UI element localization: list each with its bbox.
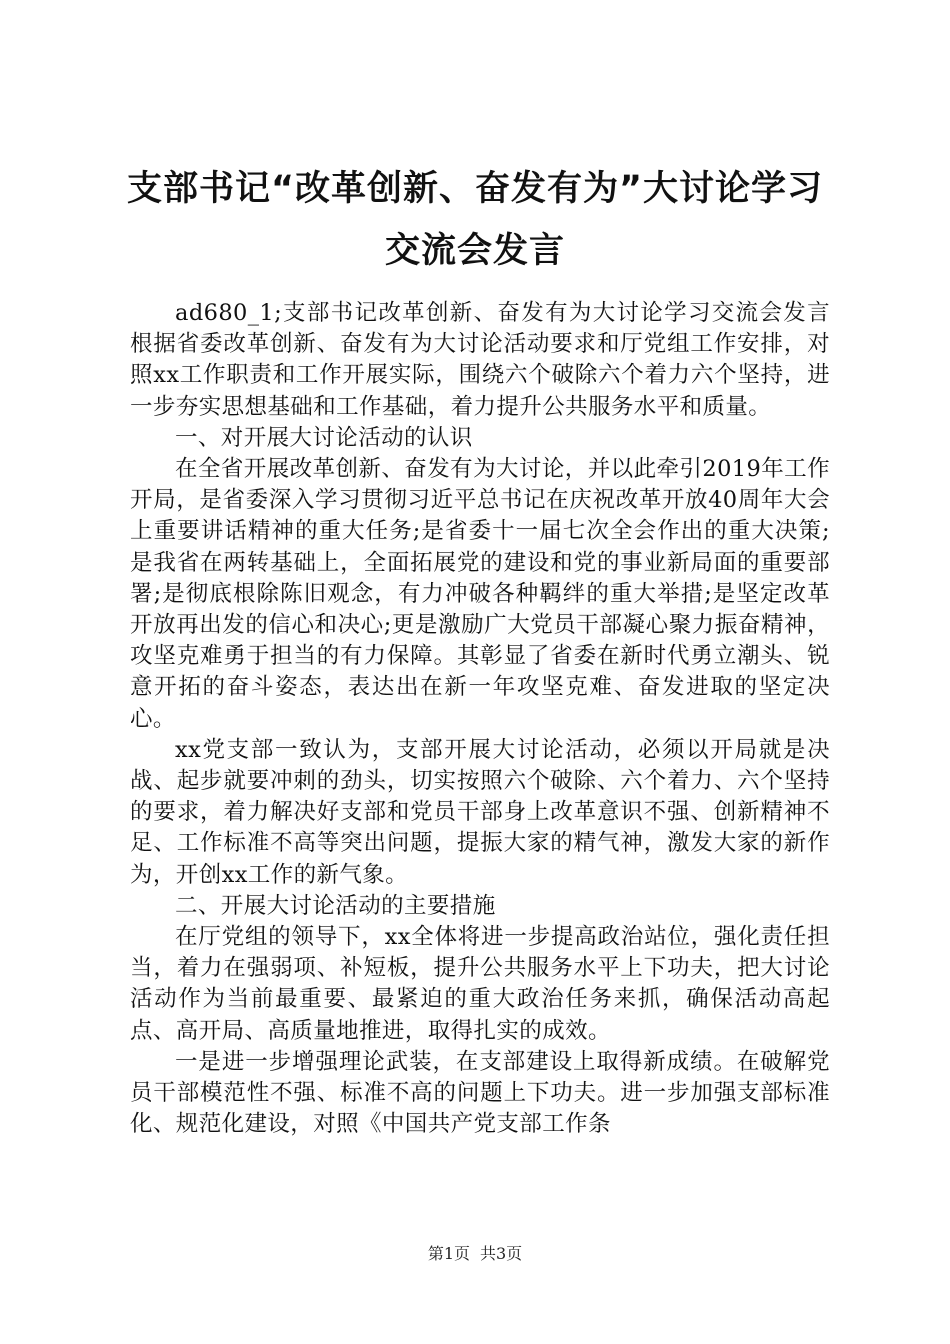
document-title: 支部书记“改革创新、奋发有为”大讨论学习交流会发言: [126, 169, 823, 271]
paragraph-intro: ad680_1;支部书记改革创新、奋发有为大讨论学习交流会发言根据省委改革创新、奋发有为大讨论活动要求和厅党组工作安排，对照xx工作职责和工作开展实际，围绕六个破除六个着力六个坚持，进一步夯实思想基础和工作基础，着力提升公共服务水平和质量。: [130, 300, 830, 420]
document-body: [130, 298, 830, 1140]
section-heading-1: 一、对开展大讨论活动的认识: [175, 424, 473, 451]
paragraph-understanding: 在全省开展改革创新、奋发有为大讨论，并以此牵引2019年工作开局，是省委深入学习贯彻习近平总书记在庆祝改革开放40周年大会上重要讲话精神的重大任务;是省委十一届七次全会作出的重大决策;是我省在两转基础上，全面拓展党的建设和党的事业新局面的重要部署;是彻底根除陈旧观念，有力冲破各种羁绊的重大举措;是坚定改革开放再出发的信心和决心;更是激励广大党员干部凝心聚力振奋精神，攻坚克难勇于担当的有力保障。其彰显了省委在新时代勇立潮头、锐意开拓的奋斗姿态，表达出在新一年攻坚克难、奋发进取的坚定决心。: [130, 456, 830, 732]
page-footer: [0, 1244, 950, 1264]
section-heading-2: 二、开展大讨论活动的主要措施: [175, 892, 496, 919]
paragraph-branch-consensus: xx党支部一致认为，支部开展大讨论活动，必须以开局就是决战、起步就要冲刺的劲头，切实按照六个破除、六个着力、六个坚持的要求，着力解决好支部和党员干部身上改革意识不强、创新精神不足、工作标准不高等突出问题，提振大家的精气神，激发大家的新作为，开创xx工作的新气象。: [130, 736, 830, 888]
paragraph-measures: 在厅党组的领导下，xx全体将进一步提高政治站位，强化责任担当，着力在强弱项、补短板，提升公共服务水平上下功夫，把大讨论活动作为当前最重要、最紧迫的重大政治任务来抓，确保活动高起点、高开局、高质量地推进，取得扎实的成效。: [130, 924, 830, 1044]
paragraph-measure-one: 一是进一步增强理论武装，在支部建设上取得新成绩。在破解党员干部模范性不强、标准不高的问题上下功夫。进一步加强支部标准化、规范化建设，对照《中国共产党支部工作条: [130, 1048, 830, 1138]
page-number-total: 共3页: [480, 1244, 523, 1263]
page-number-current: 第1页: [427, 1244, 470, 1263]
